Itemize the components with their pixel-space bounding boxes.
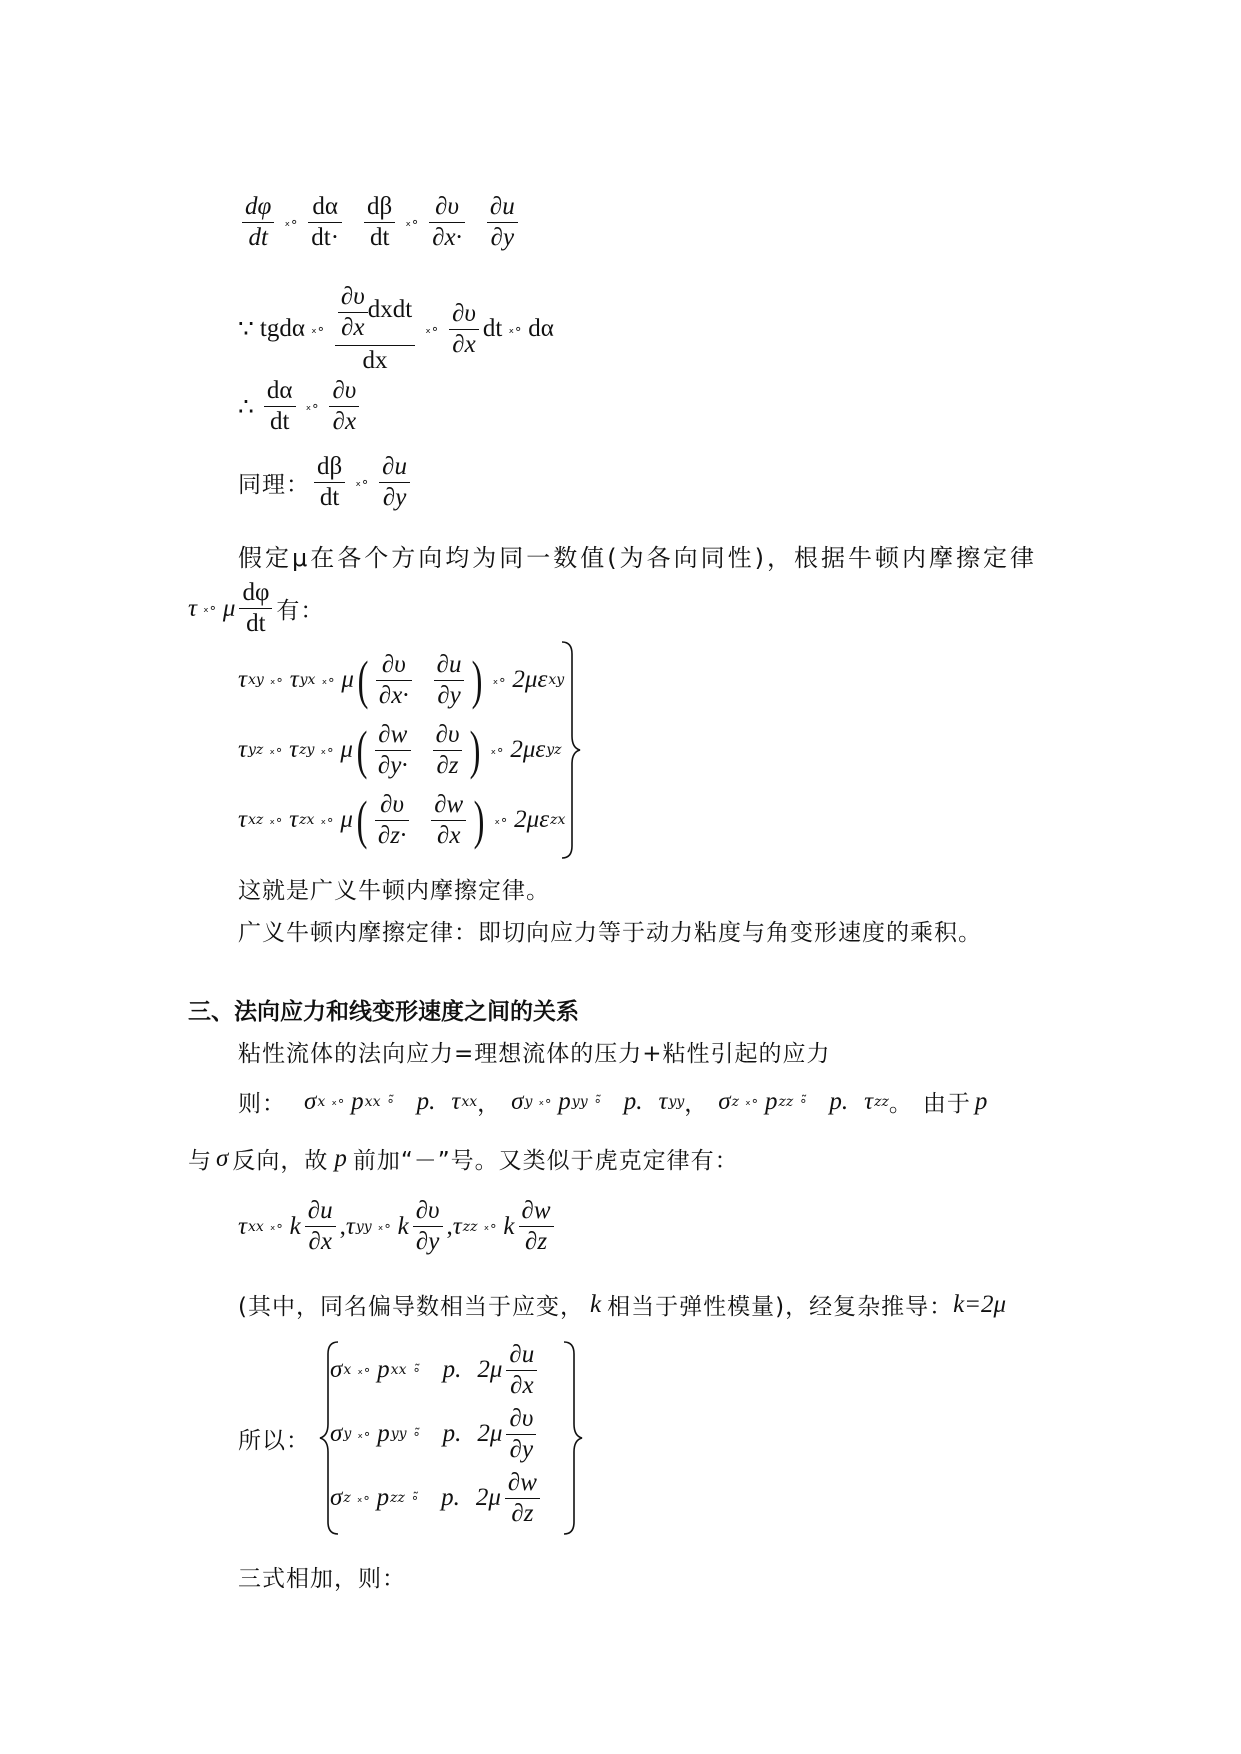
compound-fraction: $\frac{\partial\upsilon}{\partial x}$ dxdt dx bbox=[335, 282, 415, 376]
fraction: $\frac{\partial u}{\partial y}$ bbox=[379, 452, 410, 513]
text-definition: 广义牛顿内摩擦定律：即切向应力等于动力粘度与角变形速度的乘积。 bbox=[238, 920, 982, 946]
fraction: $\frac{d\varphi}{dt}$ bbox=[242, 192, 274, 253]
fraction: $\frac{d\beta}{dt}$ bbox=[314, 452, 345, 513]
fraction: $\frac{d\alpha}{dt\cdot}$ bbox=[308, 192, 342, 253]
right-brace-icon bbox=[562, 1340, 584, 1536]
shear-row: τ xz ₓ∘ τ zx ₓ∘ μ ( $\frac{\partial\upsilon}{\partial z\cdot}$ $\frac{\partial w}{\partial x}$ ) ₓ∘ 2μ ε zx bbox=[238, 790, 566, 850]
because-symbol: ∵ bbox=[238, 316, 254, 343]
text-normal-stress: 粘性流体的法向应力=理想流体的压力+粘性引起的应力 bbox=[238, 1041, 831, 1067]
fraction: $\frac{\partial\upsilon}{\partial x\cdot}$ bbox=[429, 192, 465, 253]
right-brace-icon bbox=[560, 640, 582, 860]
equation-newton: τ ₓ∘ μ $\frac{d\varphi}{dt}$ 有： bbox=[188, 579, 325, 637]
fraction: $\frac{\partial\upsilon}{\partial x}$ bbox=[329, 376, 359, 437]
therefore-symbol: ∴ bbox=[238, 393, 254, 421]
text-generalized-law: 这就是广义牛顿内摩擦定律。 bbox=[238, 878, 550, 904]
normal-row: σ z ₓ∘ p zz ∘̃ p. 2μ $\frac{\partial w}{\partial z}$ bbox=[330, 1466, 544, 1530]
equation-hooke: τ xx ₓ∘ k $\frac{\partial u}{\partial x}$ , τ yy ₓ∘ k $\frac{\partial\upsilon}{\partial y}$ , τ zz ₓ∘ k $\frac{\partial w}{\partial z}$ bbox=[238, 1196, 558, 1257]
fraction: $\frac{\partial\upsilon}{\partial x}$ bbox=[449, 299, 479, 360]
equation-therefore: ∴ $\frac{d\alpha}{dt}$ ₓ∘ $\frac{\partial\upsilon}{\partial x}$ bbox=[238, 376, 363, 437]
fraction: $\frac{d\varphi}{dt}$ bbox=[239, 578, 272, 639]
therefore-label: 所以： bbox=[238, 1428, 310, 1454]
text-minus-sign: 与 σ 反向，故 p 前加“－”号。又类似于虎克定律有： bbox=[188, 1144, 739, 1174]
shear-stress-system bbox=[238, 645, 565, 855]
equation-rate-sum: $\frac{d\varphi}{dt}$ ₓ∘ $\frac{d\alpha}{dt\cdot}$ $\frac{d\beta}{dt}$ ₓ∘ $\frac{\partial\upsilon}{\partial x\cdot}$ $\frac{\partial u}{\partial y}$ bbox=[238, 192, 522, 253]
normal-row: σ y ₓ∘ p yy ∘̃ p. 2μ $\frac{\partial\upsilon}{\partial y}$ bbox=[330, 1402, 544, 1466]
equation-similarly: 同理： $\frac{d\beta}{dt}$ ₓ∘ $\frac{\partial u}{\partial y}$ bbox=[238, 452, 414, 513]
text-note: (其中，同名偏导数相当于应变， k 相当于弹性模量)，经复杂推导： k=2μ bbox=[238, 1290, 1007, 1320]
normal-stress-system bbox=[330, 1338, 544, 1530]
shear-row: τ xy ₓ∘ τ yx ₓ∘ μ ( $\frac{\partial\upsilon}{\partial x\cdot}$ $\frac{\partial u}{\partial y}$ ) ₓ∘ 2μ ε xy bbox=[238, 650, 565, 710]
shear-row: τ yz ₓ∘ τ zy ₓ∘ μ ( $\frac{\partial w}{\partial y\cdot}$ $\frac{\partial\upsilon}{\partial z}$ ) ₓ∘ 2μ ε yz bbox=[238, 720, 562, 780]
section-heading: 三、法向应力和线变形速度之间的关系 bbox=[188, 999, 579, 1025]
text-closing: 三式相加，则： bbox=[238, 1566, 406, 1592]
fraction: $\frac{d\beta}{dt}$ bbox=[364, 192, 395, 253]
fraction: $\frac{d\alpha}{dt}$ bbox=[264, 376, 296, 437]
equation-tangent: ∵ tgdα ₓ∘ $\frac{\partial\upsilon}{\partial x}$ dxdt dx ₓ∘ $\frac{\partial\upsilon}{\partial x}$ dt ₓ∘ dα bbox=[238, 283, 554, 374]
equation-normal-stress: 则： σ x ₓ∘ p xx ∘̃ p. τ xx ， σ y ₓ∘ p yy ∘̃ p. τ yy ， σ z ₓ∘ p zz ∘̃ p. τ zz 。 由于 p bbox=[238, 1087, 988, 1117]
paragraph-assumption: 假定μ在各个方向均为同一数值(为各向同性)，根据牛顿内摩擦定律 bbox=[238, 544, 1037, 572]
normal-row: σ x ₓ∘ p xx ∘̃ p. 2μ $\frac{\partial u}{\partial x}$ bbox=[330, 1338, 544, 1402]
fraction: $\frac{\partial u}{\partial y}$ bbox=[487, 192, 518, 253]
